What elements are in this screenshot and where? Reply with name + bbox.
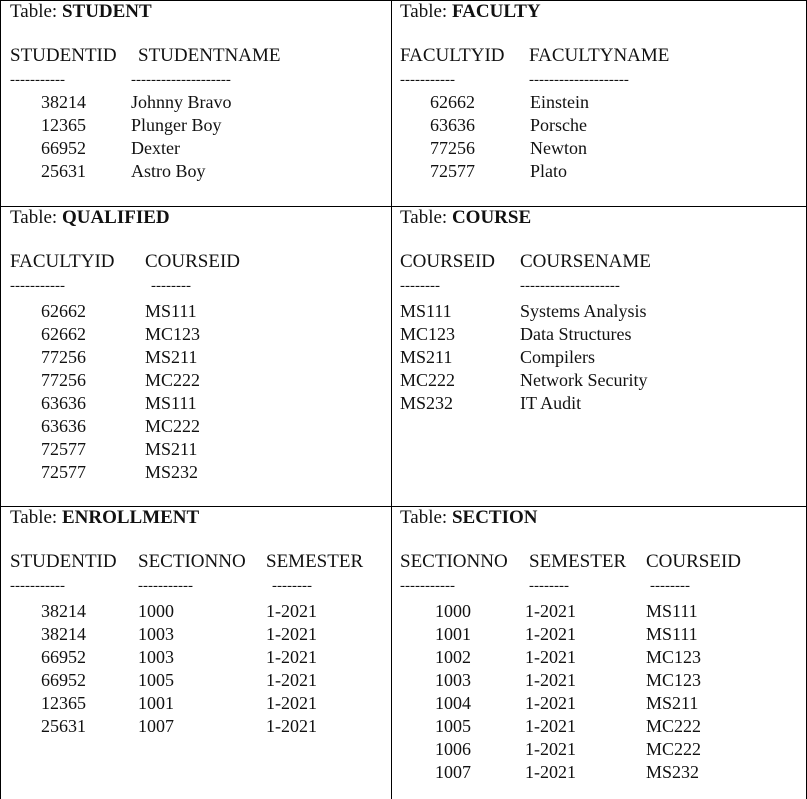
table-cell: MS111	[145, 393, 197, 413]
table-name: QUALIFIED	[61, 207, 170, 228]
table-name: COURSE	[451, 207, 532, 228]
table-cell: 1-2021	[525, 762, 576, 782]
table-cell: 77256	[41, 370, 86, 390]
table-cell: 1006	[435, 739, 471, 759]
table-cell: 77256	[430, 138, 475, 158]
column-underline: -----------	[10, 72, 65, 88]
column-underline: --------------------	[520, 278, 620, 294]
table-cell: 1005	[435, 716, 471, 736]
table-cell: MS111	[400, 301, 452, 321]
table-cell: 1007	[435, 762, 471, 782]
column-underline: -----------	[400, 578, 455, 594]
table-cell: Johnny Bravo	[131, 92, 232, 112]
column-underline: --------------------	[131, 72, 231, 88]
table-cell: 66952	[41, 647, 86, 667]
table-cell: MS232	[400, 393, 454, 413]
table-cell: 66952	[41, 670, 86, 690]
table-cell: MS232	[646, 762, 700, 782]
table-cell: 62662	[430, 92, 475, 112]
table-cell: MC222	[646, 716, 702, 736]
table-cell: Newton	[530, 138, 587, 158]
column-underline: --------	[151, 278, 191, 294]
table-cell: 63636	[41, 393, 86, 413]
table-course	[392, 207, 806, 506]
column-underline: --------	[650, 578, 690, 594]
table-cell: 63636	[430, 115, 475, 135]
table-cell: Plunger Boy	[131, 115, 222, 135]
table-cell: 1007	[138, 716, 174, 736]
column-header: STUDENTID	[10, 551, 117, 572]
column-header: COURSEID	[646, 551, 742, 572]
table-cell: 77256	[41, 347, 86, 367]
table-cell: 1003	[138, 624, 174, 644]
table-cell: 1000	[138, 601, 174, 621]
table-label: Table: QUALIFIED	[10, 207, 170, 228]
table-cell: MC123	[145, 324, 201, 344]
table-cell: 25631	[41, 161, 86, 181]
table-cell: MC123	[400, 324, 456, 344]
table-cell: MS111	[145, 301, 197, 321]
table-cell: 1-2021	[266, 647, 317, 667]
table-label: Table: SECTION	[400, 507, 538, 528]
table-cell: 1-2021	[525, 739, 576, 759]
column-header: FACULTYNAME	[529, 45, 670, 66]
table-cell: 38214	[41, 92, 86, 112]
column-header: STUDENTID	[10, 45, 117, 66]
table-cell: 1-2021	[266, 716, 317, 736]
column-underline: -----------	[10, 278, 65, 294]
table-name: FACULTY	[451, 1, 541, 22]
table-cell: MS211	[145, 347, 198, 367]
table-name: STUDENT	[61, 1, 152, 22]
table-cell: 1-2021	[525, 647, 576, 667]
table-section	[392, 507, 806, 799]
table-cell: IT Audit	[520, 393, 582, 413]
table-cell: 1001	[435, 624, 471, 644]
column-underline: -----------	[138, 578, 193, 594]
column-header: FACULTYID	[400, 45, 505, 66]
table-cell: 62662	[41, 301, 86, 321]
column-header: STUDENTNAME	[138, 45, 281, 66]
table-cell: MS111	[646, 624, 698, 644]
table-cell: 1004	[435, 693, 471, 713]
table-enrollment	[0, 507, 391, 799]
table-cell: 72577	[430, 161, 475, 181]
column-header: COURSEID	[145, 251, 241, 272]
table-cell: 38214	[41, 624, 86, 644]
table-cell: 1003	[138, 647, 174, 667]
table-cell: 63636	[41, 416, 86, 436]
table-cell: Data Structures	[520, 324, 632, 344]
column-header: SEMESTER	[529, 551, 627, 572]
table-cell: 1-2021	[525, 693, 576, 713]
column-underline: --------	[400, 278, 440, 294]
table-cell: 25631	[41, 716, 86, 736]
table-cell: Astro Boy	[131, 161, 206, 181]
table-cell: 12365	[41, 115, 86, 135]
column-header: FACULTYID	[10, 251, 115, 272]
table-cell: MC123	[646, 670, 702, 690]
table-cell: MC222	[145, 416, 201, 436]
table-cell: 66952	[41, 138, 86, 158]
table-cell: Network Security	[520, 370, 648, 390]
table-cell: MS111	[646, 601, 698, 621]
table-qualified	[0, 207, 391, 506]
table-label: Table: COURSE	[400, 207, 532, 228]
column-underline: --------------------	[529, 72, 629, 88]
table-label: Table: ENROLLMENT	[10, 507, 200, 528]
column-header: SECTIONNO	[138, 551, 246, 572]
table-cell: 38214	[41, 601, 86, 621]
table-cell: Dexter	[131, 138, 180, 158]
column-underline: --------	[529, 578, 569, 594]
table-cell: 1005	[138, 670, 174, 690]
column-underline: --------	[272, 578, 312, 594]
column-header: SEMESTER	[266, 551, 364, 572]
table-cell: Plato	[530, 161, 568, 181]
table-cell: 1-2021	[525, 716, 576, 736]
table-cell: Porsche	[530, 115, 587, 135]
table-cell: 72577	[41, 462, 86, 482]
table-cell: 1002	[435, 647, 471, 667]
column-underline: -----------	[400, 72, 455, 88]
table-label: Table: FACULTY	[400, 1, 541, 22]
table-cell: 1-2021	[266, 693, 317, 713]
table-cell: 1-2021	[266, 624, 317, 644]
table-name: SECTION	[451, 507, 538, 528]
table-cell: 1-2021	[266, 601, 317, 621]
table-cell: MC222	[646, 739, 702, 759]
table-cell: 1-2021	[266, 670, 317, 690]
table-cell: 1001	[138, 693, 174, 713]
table-label: Table: STUDENT	[10, 1, 152, 22]
column-underline: -----------	[10, 578, 65, 594]
table-faculty	[392, 1, 806, 206]
column-header: COURSENAME	[520, 251, 651, 272]
table-cell: 1000	[435, 601, 471, 621]
table-cell: MC222	[400, 370, 456, 390]
table-cell: 1-2021	[525, 670, 576, 690]
column-header: SECTIONNO	[400, 551, 508, 572]
table-cell: MS232	[145, 462, 199, 482]
table-cell: MS211	[400, 347, 453, 367]
table-cell: 62662	[41, 324, 86, 344]
table-cell: MC222	[145, 370, 201, 390]
table-cell: 1-2021	[525, 601, 576, 621]
table-cell: 72577	[41, 439, 86, 459]
table-cell: MS211	[145, 439, 198, 459]
table-cell: MS211	[646, 693, 699, 713]
table-cell: 12365	[41, 693, 86, 713]
table-cell: 1003	[435, 670, 471, 690]
table-cell: Systems Analysis	[520, 301, 647, 321]
table-cell: Compilers	[520, 347, 595, 367]
table-cell: Einstein	[530, 92, 589, 112]
table-student	[0, 1, 391, 206]
table-cell: 1-2021	[525, 624, 576, 644]
table-name: ENROLLMENT	[61, 507, 200, 528]
table-cell: MC123	[646, 647, 702, 667]
column-header: COURSEID	[400, 251, 496, 272]
